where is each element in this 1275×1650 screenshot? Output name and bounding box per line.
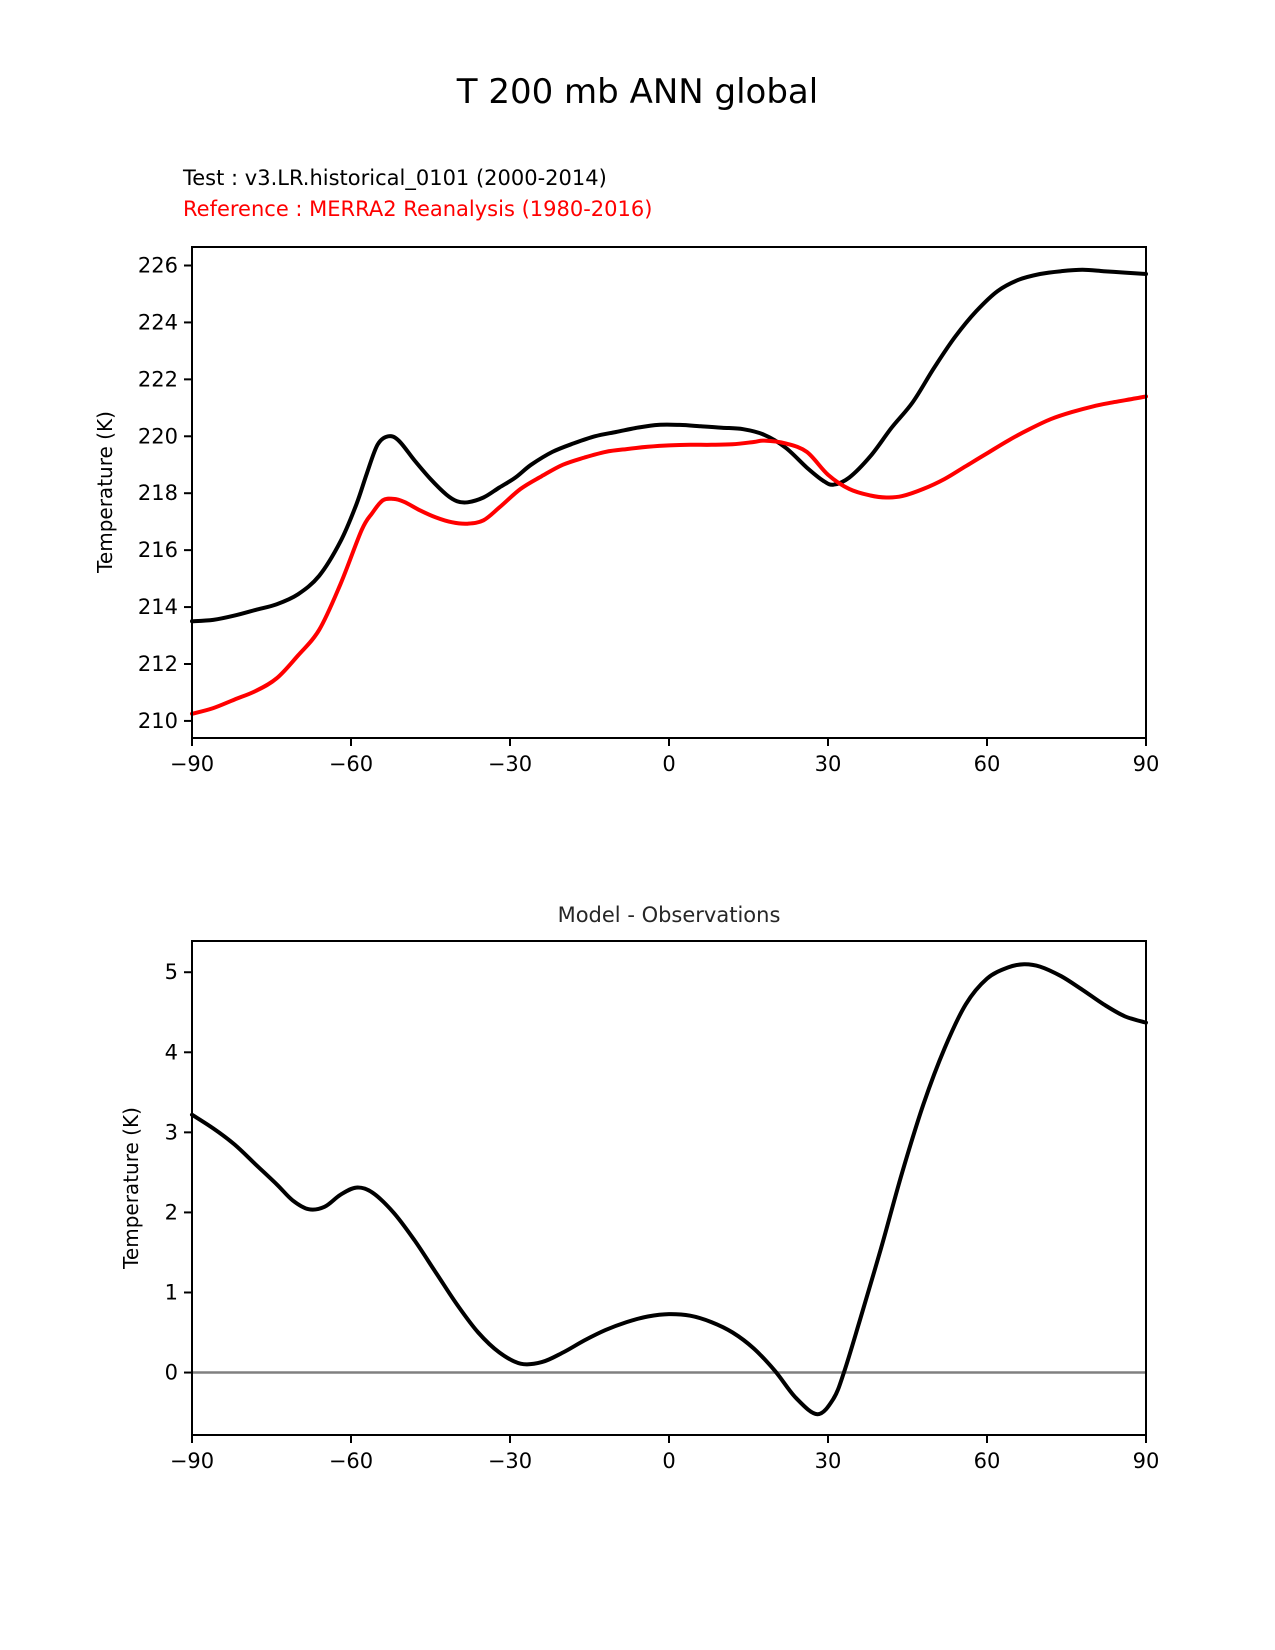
y-tick-label: 5 xyxy=(164,960,178,985)
x-tick-label: −60 xyxy=(328,752,374,776)
y-tick-label: 222 xyxy=(137,367,178,392)
y-tick-label: 220 xyxy=(137,424,178,449)
y-tick-label: 216 xyxy=(137,538,178,563)
x-tick-label: 30 xyxy=(814,752,842,776)
chart-1-series-0-line xyxy=(192,964,1146,1414)
legend-reference-label: Reference : MERRA2 Reanalysis (1980-2016) xyxy=(183,197,653,221)
x-tick-label: −30 xyxy=(487,752,533,776)
x-tick-label: 90 xyxy=(1132,752,1160,776)
x-tick-label: −60 xyxy=(328,1449,374,1473)
y-tick-label: 4 xyxy=(164,1040,178,1065)
y-tick-label: 0 xyxy=(164,1360,178,1385)
x-tick-label: 30 xyxy=(814,1449,842,1473)
figure-title: T 200 mb ANN global xyxy=(456,72,819,112)
y-tick-label: 3 xyxy=(164,1120,178,1145)
x-tick-label: −90 xyxy=(169,1449,215,1473)
x-tick-label: 90 xyxy=(1132,1449,1160,1473)
x-tick-label: 0 xyxy=(662,752,676,776)
x-tick-label: 60 xyxy=(973,752,1001,776)
bottom-chart-ylabel: Temperature (K) xyxy=(119,1107,143,1269)
top-chart-ylabel: Temperature (K) xyxy=(93,411,117,573)
y-tick-label: 210 xyxy=(137,708,178,733)
y-tick-label: 226 xyxy=(137,253,178,278)
legend-test-label: Test : v3.LR.historical_0101 (2000-2014) xyxy=(183,166,607,190)
x-tick-label: 0 xyxy=(662,1449,676,1473)
bottom-chart-title: Model - Observations xyxy=(557,903,781,927)
y-tick-label: 224 xyxy=(137,310,178,335)
y-tick-label: 2 xyxy=(164,1200,178,1225)
y-tick-label: 214 xyxy=(137,595,178,620)
x-tick-label: −90 xyxy=(169,752,215,776)
y-tick-label: 218 xyxy=(137,481,178,506)
chart-0-axes-frame xyxy=(192,247,1146,738)
x-tick-label: 60 xyxy=(973,1449,1001,1473)
x-tick-label: −30 xyxy=(487,1449,533,1473)
y-tick-label: 1 xyxy=(164,1280,178,1305)
chart-1-axes-frame xyxy=(192,941,1146,1435)
y-tick-label: 212 xyxy=(137,651,178,676)
